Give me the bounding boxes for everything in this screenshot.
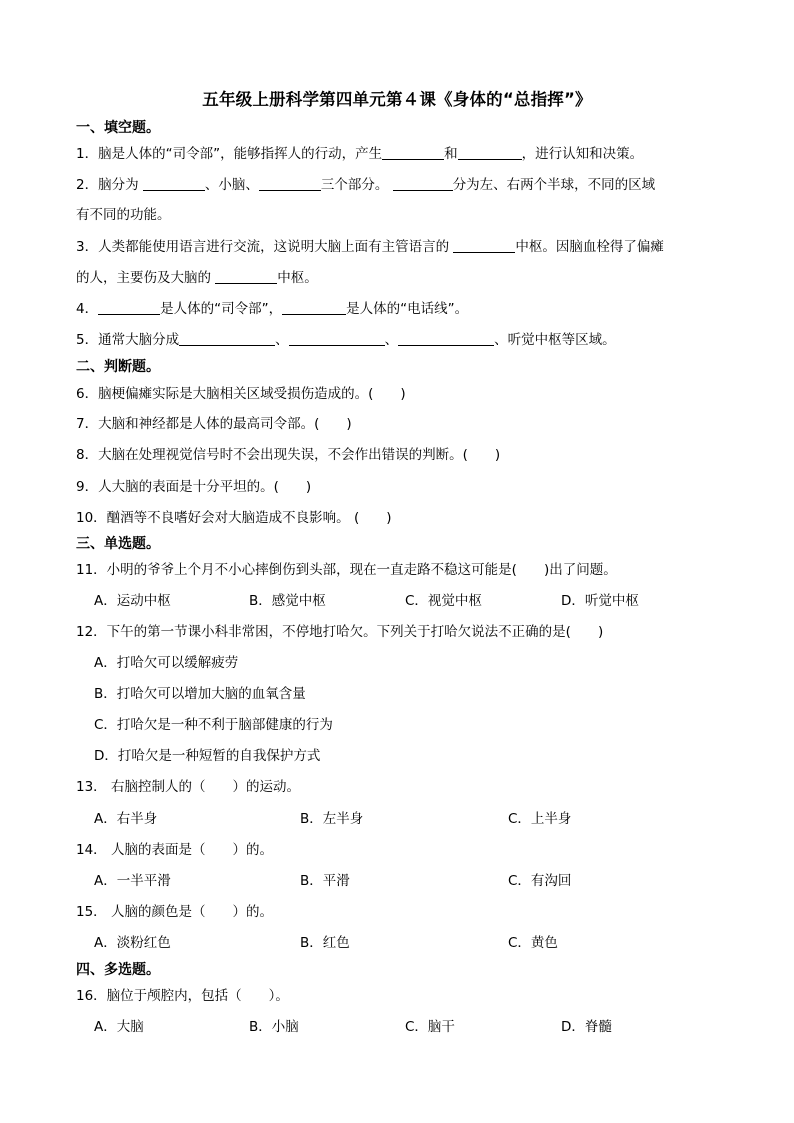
q11-option-d[interactable]: D．听觉中枢 (561, 593, 639, 609)
question-7: 7．大脑和神经都是人体的最高司令部。( ) (76, 416, 352, 432)
q3-blank-1[interactable] (453, 238, 515, 253)
q4-text-b: 是人体的“司令部”， (160, 301, 283, 317)
question-2-cont: 有不同的功能。 (76, 207, 171, 223)
question-2 (76, 176, 655, 194)
question-10: 10．酗酒等不良嗜好会对大脑造成不良影响。 ( ) (76, 510, 392, 526)
q5-text-b: 、 (275, 332, 289, 348)
q1-text-b: 和 (444, 146, 458, 162)
q12-option-d[interactable]: D．打哈欠是一种短暂的自我保护方式 (94, 748, 321, 764)
section-multiple-choice: 四、多选题。 (76, 962, 160, 978)
section-fill-in: 一、填空题。 (76, 120, 160, 136)
q12-option-c[interactable]: C．打哈欠是一种不利于脑部健康的行为 (94, 717, 333, 733)
q2-text-d: 分为左、右两个半球，不同的区域 (452, 177, 656, 193)
q13-option-a[interactable]: A．右半身 (94, 811, 158, 827)
q16-option-d[interactable]: D．脊髓 (561, 1019, 612, 1035)
q16-option-b[interactable]: B．小脑 (249, 1019, 299, 1035)
q4-blank-2[interactable] (282, 300, 346, 315)
q1-blank-2[interactable] (458, 145, 522, 160)
question-12: 12．下午的第一节课小科非常困，不停地打哈欠。下列关于打哈欠说法不正确的是( ) (76, 624, 604, 640)
question-3 (76, 238, 664, 256)
q5-blank-2[interactable] (289, 331, 385, 346)
q1-blank-1[interactable] (382, 145, 444, 160)
q2-blank-3[interactable] (393, 176, 453, 191)
question-14: 14． 人脑的表面是（ ）的。 (76, 842, 273, 858)
q12-option-b[interactable]: B．打哈欠可以增加大脑的血氧含量 (94, 686, 306, 702)
q3-blank-2[interactable] (215, 269, 277, 284)
q1-text-a: 1．脑是人体的“司令部”，能够指挥人的行动，产生 (76, 146, 383, 162)
q2-text-c: 三个部分。 (320, 177, 393, 193)
q4-text-a: 4． (76, 301, 99, 317)
question-16: 16．脑位于颅腔内，包括（ ）。 (76, 988, 289, 1004)
q11-option-b[interactable]: B．感觉中枢 (249, 593, 326, 609)
q2-text-a: 2．脑分为 (76, 177, 143, 193)
q5-blank-1[interactable] (179, 331, 275, 346)
section-single-choice: 三、单选题。 (76, 536, 160, 552)
q11-option-a[interactable]: A．运动中枢 (94, 593, 171, 609)
q5-text-d: 、听觉中枢等区域。 (494, 332, 616, 348)
q15-option-c[interactable]: C．黄色 (508, 935, 558, 951)
q3-text-d: 中枢。 (277, 270, 318, 286)
q3-text-c: 的人，主要伤及大脑的 (76, 270, 216, 286)
question-1 (76, 145, 643, 163)
q14-option-c[interactable]: C．有沟回 (508, 873, 572, 889)
q14-option-b[interactable]: B．平滑 (300, 873, 350, 889)
question-3-cont (76, 269, 318, 287)
q1-text-c: ，进行认知和决策。 (521, 146, 644, 162)
q15-option-a[interactable]: A．淡粉红色 (94, 935, 171, 951)
q16-option-a[interactable]: A．大脑 (94, 1019, 144, 1035)
q15-option-b[interactable]: B．红色 (300, 935, 350, 951)
section-judgement: 二、判断题。 (76, 359, 160, 375)
q5-text-c: 、 (384, 332, 399, 348)
question-5 (76, 331, 616, 349)
q3-text-b: 中枢。因脑血栓得了偏瘫 (515, 239, 664, 255)
question-8: 8．大脑在处理视觉信号时不会出现失误，不会作出错误的判断。( ) (76, 447, 501, 463)
q16-option-c[interactable]: C．脑干 (405, 1019, 455, 1035)
q13-option-c[interactable]: C．上半身 (508, 811, 572, 827)
q12-option-a[interactable]: A．打哈欠可以缓解疲劳 (94, 655, 239, 671)
q5-blank-3[interactable] (398, 331, 494, 346)
question-9: 9．人大脑的表面是十分平坦的。( ) (76, 479, 312, 495)
q4-blank-1[interactable] (98, 300, 160, 315)
question-15: 15． 人脑的颜色是（ ）的。 (76, 904, 273, 920)
question-13: 13． 右脑控制人的（ ）的运动。 (76, 779, 300, 795)
q2-blank-1[interactable] (143, 176, 205, 191)
q13-option-b[interactable]: B．左半身 (300, 811, 364, 827)
question-11: 11．小明的爷爷上个月不小心摔倒伤到头部，现在一直走路不稳这可能是( )出了问题。 (76, 562, 617, 578)
q11-option-c[interactable]: C．视觉中枢 (405, 593, 482, 609)
question-4 (76, 300, 468, 318)
q4-text-c: 是人体的“电话线”。 (346, 301, 469, 317)
question-6: 6．脑梗偏瘫实际是大脑相关区域受损伤造成的。( ) (76, 386, 406, 402)
page-title: 五年级上册科学第四单元第４课《身体的“总指挥”》 (202, 90, 592, 109)
q3-text-a: 3．人类都能使用语言进行交流，这说明大脑上面有主管语言的 (76, 239, 454, 255)
q5-text-a: 5．通常大脑分成 (76, 332, 180, 348)
q2-blank-2[interactable] (259, 176, 321, 191)
q14-option-a[interactable]: A．一半平滑 (94, 873, 171, 889)
q2-text-b: 、小脑、 (204, 177, 259, 193)
